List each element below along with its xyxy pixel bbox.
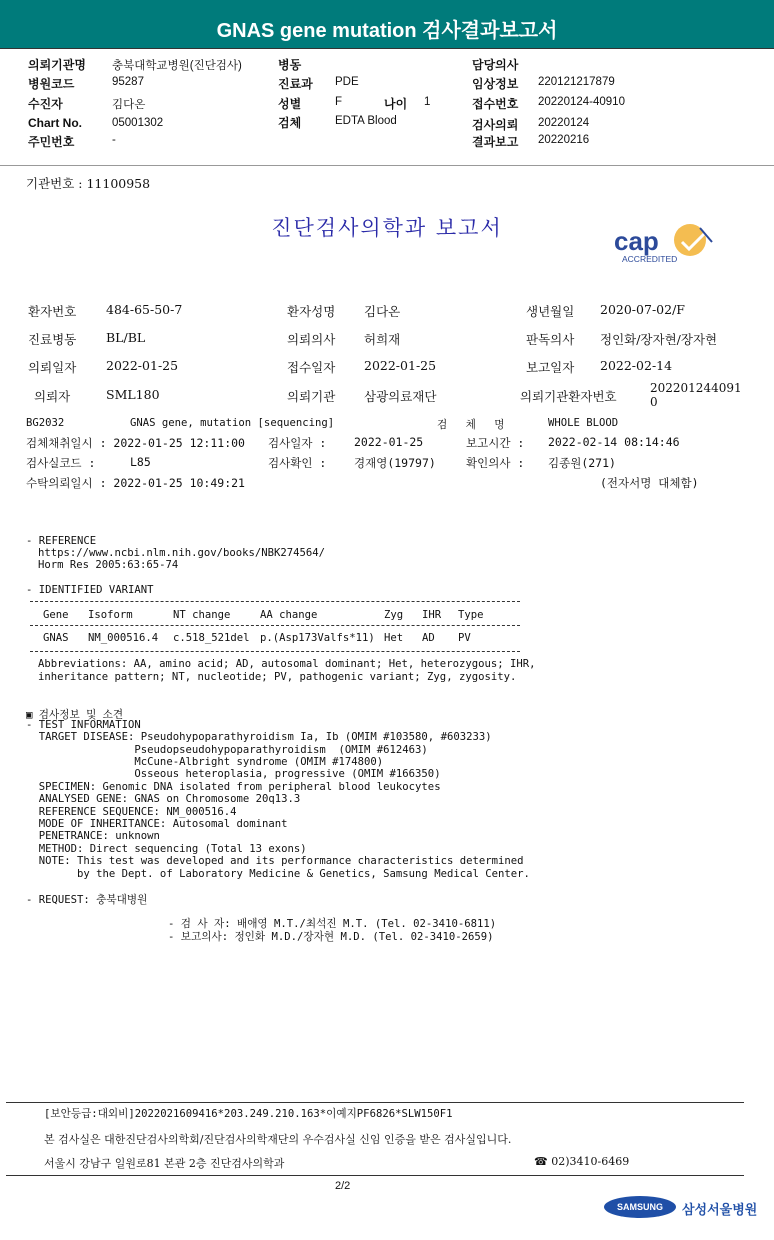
variant-cell: c.518_521del [173, 632, 250, 644]
page-number: 2/2 [335, 1180, 351, 1192]
patient-label: 환자성명 [287, 304, 336, 319]
patient-label: 판독의사 [526, 332, 575, 347]
patient-label: 진료병동 [28, 332, 77, 347]
patient-value: 2020-07-02/F [600, 302, 685, 317]
samsung-logo: SAMSUNG [604, 1196, 676, 1218]
header-value: 20220124-40910 [538, 96, 625, 108]
header-value: 05001302 [112, 117, 164, 129]
header-label: 검사의뢰 [472, 118, 519, 132]
meta-text: 검사확인 : [268, 456, 327, 470]
patient-label: 의뢰기관환자번호 [520, 389, 617, 404]
cap-accredited-logo [612, 220, 722, 268]
patient-label: 의뢰자 [34, 389, 71, 404]
specimen-label: 검 체 명 [437, 419, 511, 431]
abbreviations: Abbreviations: AA, amino acid; AD, autosomal dominant; Het, heterozygous; IHR, [38, 658, 536, 670]
reference-url[interactable]: https://www.ncbi.nlm.nih.gov/books/NBK274564/ [38, 547, 326, 559]
header-label: 담당의사 [472, 58, 519, 72]
footer-divider [6, 1175, 744, 1176]
meta-text: 2022-02-14 08:14:46 [548, 435, 680, 449]
patient-value: 2022-01-25 [106, 358, 179, 373]
report-main-title: GNAS gene mutation 검사결과보고서 [216, 20, 558, 42]
signer-line: - 검 사 자: 배애영 M.T./최석진 M.T. (Tel. 02-3410-6811) [168, 918, 497, 930]
patient-value: 2022-02-14 [600, 358, 673, 373]
variant-col-header: AA change [260, 609, 318, 621]
e-signature-note: (전자서명 대체함) [600, 476, 699, 490]
specimen-value: WHOLE BLOOD [548, 417, 619, 429]
info-heading: ▣ 검사정보 및 소견 [26, 709, 124, 721]
signer-line: - 보고의사: 정인화 M.D./장자현 M.D. (Tel. 02-3410-2659) [168, 931, 494, 943]
patient-value: SML180 [106, 387, 160, 402]
report-title: 진단검사의학과 보고서 [271, 216, 503, 240]
info-line: ANALYSED GENE: GNAS on Chromosome 20q13.3 [26, 793, 301, 805]
age-value: 1 [424, 96, 431, 108]
info-line: Pseudopseudohypoparathyroidism (OMIM #612463) [26, 744, 428, 756]
header-value: 김다온 [112, 99, 146, 111]
patient-label: 의뢰기관 [287, 389, 336, 404]
header-value: 95287 [112, 76, 144, 88]
header-label: 병원코드 [28, 77, 75, 91]
info-line: PENETRANCE: unknown [26, 830, 160, 842]
table-divider [30, 601, 520, 602]
address: 서울시 강남구 일원로81 본관 2층 진단검사의학과 [44, 1157, 285, 1170]
test-code: BG2032 [26, 417, 65, 429]
patient-label: 접수일자 [287, 360, 336, 375]
meta-text: 김종원(271) [548, 456, 616, 470]
footer-divider [6, 1102, 744, 1103]
variant-col-header: Type [458, 609, 484, 621]
patient-label: 환자번호 [28, 304, 77, 319]
patient-label: 보고일자 [526, 360, 575, 375]
header-value: 충북대학교병원(진단검사) [112, 60, 242, 72]
patient-label: 생년월일 [526, 304, 575, 319]
variant-cell: AD [422, 632, 435, 644]
info-line: METHOD: Direct sequencing (Total 13 exons) [26, 843, 307, 855]
meta-text: 확인의사 : [466, 456, 525, 470]
patient-value: 202201244091 [650, 381, 742, 395]
reference-heading: - REFERENCE [26, 535, 97, 547]
header-label: Chart No. [28, 116, 82, 130]
variant-cell: NM_000516.4 [88, 632, 159, 644]
meta-text: 수탁의뢰일시 : 2022-01-25 10:49:21 [26, 476, 245, 490]
header-label: 성별 [278, 97, 302, 111]
info-line: MODE OF INHERITANCE: Autosomal dominant [26, 818, 288, 830]
patient-value: 김다온 [364, 304, 401, 319]
variant-heading: - IDENTIFIED VARIANT [26, 584, 154, 596]
table-divider [30, 651, 520, 652]
info-line: McCune-Albright syndrome (OMIM #174800) [26, 756, 384, 768]
meta-text: 검체채취일시 : 2022-01-25 12:11:00 [26, 436, 245, 450]
variant-cell: p.(Asp173Valfs*11) [260, 632, 375, 644]
variant-cell: PV [458, 632, 471, 644]
header-value: - [112, 134, 116, 146]
header-label: 진료과 [278, 77, 313, 91]
request: - REQUEST: 충북대병원 [26, 894, 148, 906]
reference-citation: Horm Res 2005:63:65-74 [38, 559, 179, 571]
header-value: 20220216 [538, 134, 590, 146]
info-line: REFERENCE SEQUENCE: NM_000516.4 [26, 806, 237, 818]
header-label: 접수번호 [472, 97, 519, 111]
phone: ☎ 02)3410-6469 [534, 1155, 630, 1168]
info-line: - TEST INFORMATION [26, 719, 141, 731]
variant-col-header: Gene [43, 609, 69, 621]
header-label: 수진자 [28, 97, 63, 111]
patient-value: 484-65-50-7 [106, 302, 183, 317]
institution-number: 기관번호 : 11100958 [26, 176, 151, 191]
header-value: EDTA Blood [335, 115, 397, 127]
header-label: 의뢰기관명 [28, 58, 86, 72]
variant-col-header: Isoform [88, 609, 133, 621]
patient-value: 허희재 [364, 332, 401, 347]
hospital-name: 삼성서울병원 [682, 1202, 758, 1217]
header-label: 주민번호 [28, 135, 75, 149]
meta-text: 2022-01-25 [354, 435, 424, 449]
header-value: PDE [335, 76, 359, 88]
certification-note: 본 검사실은 대한진단검사의학회/진단검사의학재단의 우수검사실 신임 인증을 받은 검사실입니다. [44, 1133, 512, 1146]
table-divider [30, 625, 520, 626]
meta-text: 검사실코드 : [26, 456, 96, 470]
header-label: 임상정보 [472, 77, 519, 91]
info-line: NOTE: This test was developed and its performance characteristics determined [26, 855, 524, 867]
cap-accredited-text: ACCREDITED [622, 254, 678, 264]
info-line: by the Dept. of Laboratory Medicine & Genetics, Samsung Medical Center. [26, 868, 530, 880]
patient-value: 삼광의료재단 [364, 389, 437, 404]
info-line: Osseous heteroplasia, progressive (OMIM #166350) [26, 768, 441, 780]
patient-label: 의뢰의사 [287, 332, 336, 347]
header-value: 20220124 [538, 117, 590, 129]
header-label: 병동 [278, 58, 302, 72]
header-label: 결과보고 [472, 135, 519, 149]
variant-cell: Het [384, 632, 404, 644]
meta-text: 검사일자 : [268, 436, 327, 450]
variant-col-header: NT change [173, 609, 231, 621]
header-label: 검체 [278, 116, 302, 130]
age-label: 나이 [384, 97, 408, 111]
variant-col-header: IHR [422, 609, 442, 621]
header-divider [0, 165, 774, 166]
header-value: F [335, 96, 343, 108]
meta-text: 경재영(19797) [354, 456, 436, 470]
meta-text: 보고시간 : [466, 436, 525, 450]
test-name: GNAS gene, mutation [sequencing] [130, 417, 335, 429]
security-line: [보안등급:대외비]2022021609416*203.249.210.163*이예지PF6826*SLW150F1 [44, 1108, 453, 1120]
info-line: TARGET DISEASE: Pseudohypoparathyroidism Ia, Ib (OMIM #103580, #603233) [26, 731, 492, 743]
meta-text: L85 [130, 455, 151, 469]
cap-logo-text: cap [614, 226, 659, 256]
patient-value: BL/BL [106, 330, 146, 345]
patient-label: 의뢰일자 [28, 360, 77, 375]
variant-cell: GNAS [43, 632, 69, 644]
variant-col-header: Zyg [384, 609, 404, 621]
patient-value: 정인화/장자현/장자현 [600, 332, 718, 347]
header-value: 220121217879 [538, 76, 615, 88]
abbreviations: inheritance pattern; NT, nucleotide; PV, pathogenic variant; Zyg, zygosity. [38, 671, 517, 683]
patient-value: 2022-01-25 [364, 358, 437, 373]
patient-value-wrap: 0 [650, 395, 658, 409]
info-line: SPECIMEN: Genomic DNA isolated from peripheral blood leukocytes [26, 781, 441, 793]
